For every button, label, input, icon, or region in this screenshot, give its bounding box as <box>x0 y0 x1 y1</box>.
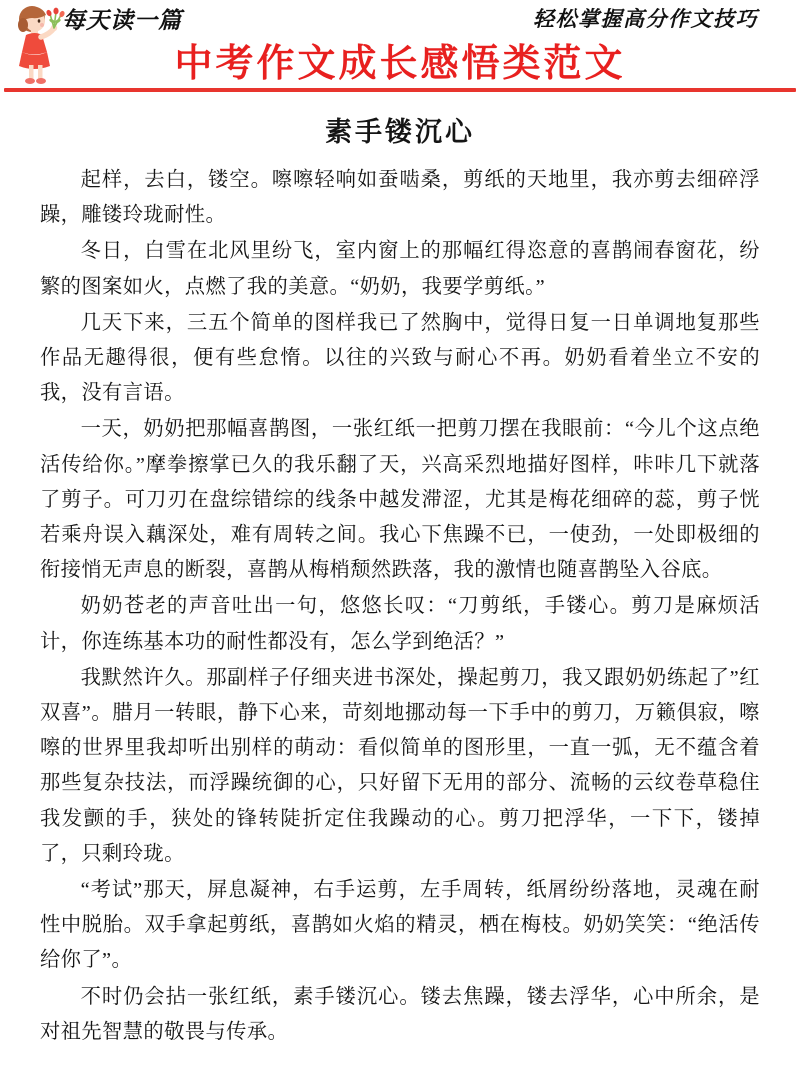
article-body <box>0 92 800 1050</box>
article-paragraph: 几天下来，三五个简单的图样我已了然胸中，觉得日复一日单调地复那些作品无趣得很，便有些怠惰。以往的兴致与耐心不再。奶奶看着坐立不安的我，没有言语。 <box>40 311 760 405</box>
article-paragraph: 我默然许久。那副样子仔细夹进书深处，操起剪刀，我又跟奶奶练起了”红双喜”。腊月一转眼，静下心来，苛刻地挪动每一下手中的剪刀，万籁俱寂，嚓嚓的世界里我却听出别样的萌动：看似简单的图形里，一直一弧，无不蕴含着那些复杂技法，而浮躁统御的心，只好留下无用的部分、流畅的云纹卷草稳住我发颤的手，狭处的锋转陡折定住我躁动的心。剪刀把浮华，一下下，镂掉了，只剩玲珑。 <box>40 666 760 865</box>
article-paragraph: “考试”那天，屏息凝神，右手运剪，左手周转，纸屑纷纷落地，灵魂在耐性中脱胎。双手拿起剪纸，喜鹊如火焰的精灵，栖在梅枝。奶奶笑笑：“绝活传给你了”。 <box>40 879 760 972</box>
article-paragraph: 奶奶苍老的声音吐出一句，悠悠长叹：“刀剪纸，手镂心。剪刀是麻烦活计，你连练基本功的耐性都没有，怎么学到绝活？” <box>40 595 760 653</box>
article-paragraph: 不时仍会拈一张红纸，素手镂沉心。镂去焦躁，镂去浮华，心中所余，是对祖先智慧的敬畏与传承。 <box>40 985 760 1043</box>
page-title: 中考作文成长感悟类范文 <box>174 43 626 85</box>
masthead <box>0 0 800 92</box>
brand-right-label: 轻松掌握高分作文技巧 <box>533 7 758 31</box>
header-divider <box>4 88 796 92</box>
brand-left-label: 每天读一篇 <box>62 8 182 33</box>
article-paragraph: 冬日，白雪在北风里纷飞，室内窗上的那幅红得恣意的喜鹊闹春窗花，纷繁的图案如火，点燃了我的美意。“奶奶，我要学剪纸。” <box>40 240 760 298</box>
article-paragraph: 一天，奶奶把那幅喜鹊图，一张红纸一把剪刀摆在我眼前：“今儿个这点绝活传给你。”摩拳擦掌已久的我乐翻了天，兴高采烈地描好图样，咔咔几下就落了剪子。可刀刃在盘综错综的线条中越发滞涩，尤其是梅花细碎的蕊，剪子恍若乘舟误入藕深处，难有周转之间。我心下焦躁不已，一使劲，一处即极细的衔接悄无声息的断裂，喜鹊从梅梢颓然跌落，我的激情也随喜鹊坠入谷底。 <box>40 418 760 582</box>
article-title: 素手镂沉心 <box>325 117 475 147</box>
article-paragraph: 起样，去白，镂空。嚓嚓轻响如蚕啮桑，剪纸的天地里，我亦剪去细碎浮躁，雕镂玲珑耐性。 <box>40 169 760 227</box>
